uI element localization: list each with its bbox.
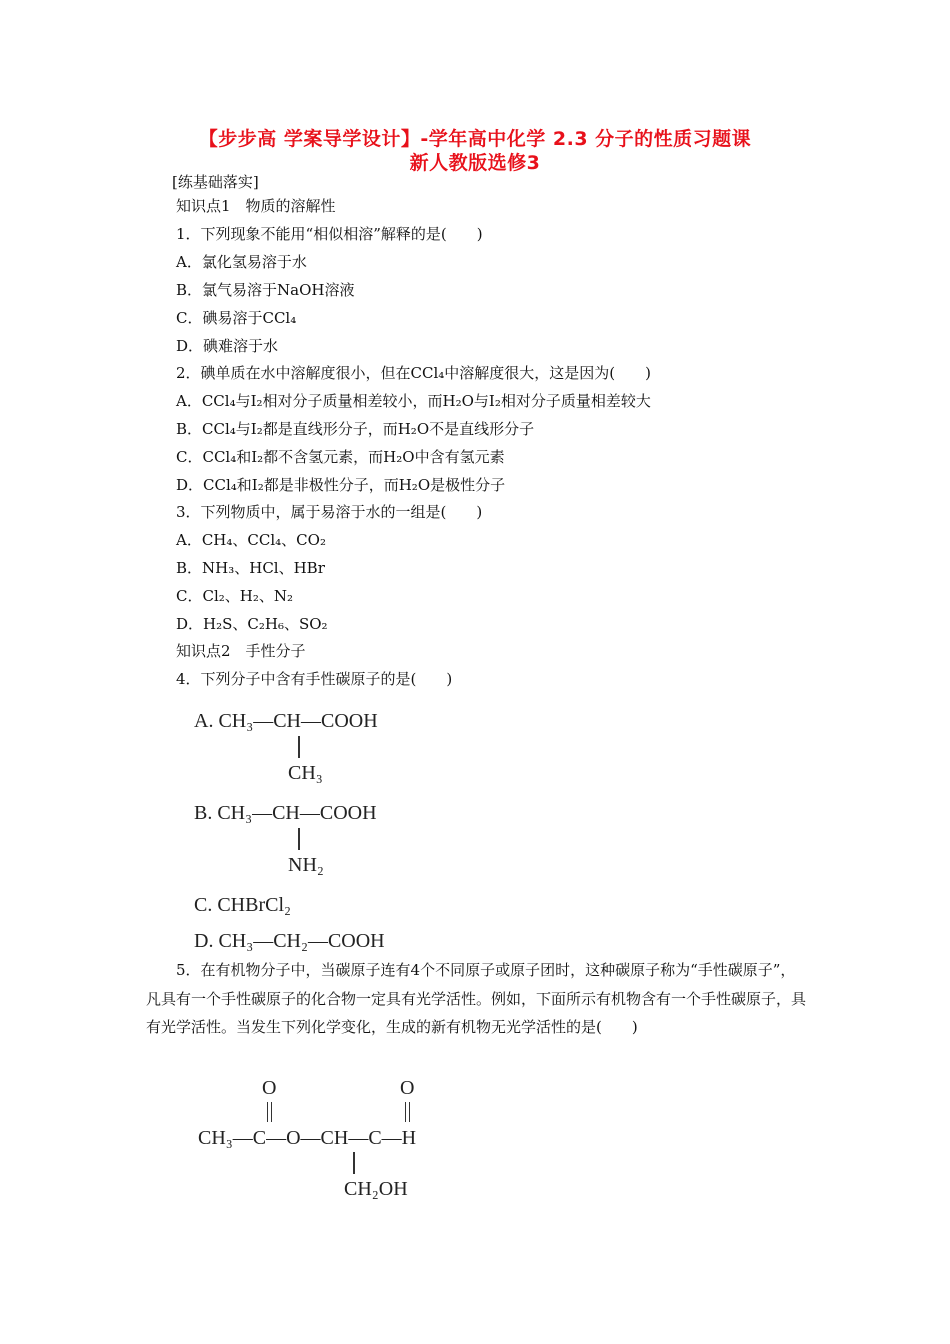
question-4-option-c-formula: C. CHBrCl₂ <box>194 894 291 916</box>
question-3-stem: 3．下列物质中，属于易溶于水的一组是( ) <box>176 503 483 521</box>
bond-line-q5 <box>353 1152 355 1174</box>
knowledge-point-2: 知识点2 手性分子 <box>176 642 306 660</box>
bond-line-b <box>298 828 300 850</box>
question-2-option-b: B．CCl₄与I₂都是直线形分子，而H₂O不是直线形分子 <box>176 420 535 438</box>
bond-line-a <box>298 736 300 758</box>
question-4-option-a-formula: A. CH₃—CH—COOH <box>194 710 378 732</box>
question-1-stem: 1．下列现象不能用“相似相溶”解释的是( ) <box>176 225 483 243</box>
question-2-option-c: C．CCl₄和I₂都不含氢元素，而H₂O中含有氢元素 <box>176 448 505 466</box>
double-bond-1b <box>271 1102 272 1122</box>
question-1-option-c: C．碘易溶于CCl₄ <box>176 309 297 327</box>
question-3-option-c: C．Cl₂、H₂、N₂ <box>176 587 293 605</box>
knowledge-point-1: 知识点1 物质的溶解性 <box>176 197 336 215</box>
question-5-formula-main: CH₃—C—O—CH—C—H <box>198 1127 417 1149</box>
double-bond-2b <box>409 1102 410 1122</box>
double-bond-2a <box>405 1102 406 1122</box>
question-1-option-d: D．碘难溶于水 <box>176 337 279 355</box>
document-title-line1: 【步步高 学案导学设计】-学年高中化学 2.3 分子的性质习题课 <box>198 128 752 150</box>
question-5-formula-branch: CH₂OH <box>344 1178 408 1200</box>
question-3-option-a: A．CH₄、CCl₄、CO₂ <box>176 531 326 549</box>
question-2-stem: 2．碘单质在水中溶解度很小，但在CCl₄中溶解度很大，这是因为( ) <box>176 364 652 382</box>
carbonyl-oxygen-2: O <box>400 1077 415 1099</box>
question-1-option-a: A．氯化氢易溶于水 <box>176 253 307 271</box>
document-title-line2: 新人教版选修3 <box>409 152 541 174</box>
question-1-option-b: B．氯气易溶于NaOH溶液 <box>176 281 355 299</box>
question-2-option-d: D．CCl₄和I₂都是非极性分子，而H₂O是极性分子 <box>176 476 506 494</box>
question-2-option-a: A．CCl₄与I₂相对分子质量相差较小，而H₂O与I₂相对分子质量相差较大 <box>176 392 651 410</box>
question-5-stem: 5．在有机物分子中，当碳原子连有4个不同原子或原子团时，这种碳原子称为“手性碳原子”，凡具有一个手性碳原子的化合物一定具有光学活性。例如，下面所示有机物含有一个手性碳原子，具有光学活性。当发生下列化学变化，生成的新有机物无光学活性的是( ) <box>146 961 807 1036</box>
question-3-option-b: B．NH₃、HCl、HBr <box>176 559 325 577</box>
question-4-option-d-formula: D. CH₃—CH₂—COOH <box>194 930 385 952</box>
section-heading: [练基础落实] <box>172 173 259 191</box>
question-4-option-b-formula: B. CH₃—CH—COOH <box>194 802 377 824</box>
question-4-stem: 4．下列分子中含有手性碳原子的是( ) <box>176 670 453 688</box>
question-4-option-a-branch: CH₃ <box>288 762 323 784</box>
double-bond-1a <box>267 1102 268 1122</box>
question-4-option-b-branch: NH₂ <box>288 854 324 876</box>
question-3-option-d: D．H₂S、C₂H₆、SO₂ <box>176 615 328 633</box>
carbonyl-oxygen-1: O <box>262 1077 277 1099</box>
